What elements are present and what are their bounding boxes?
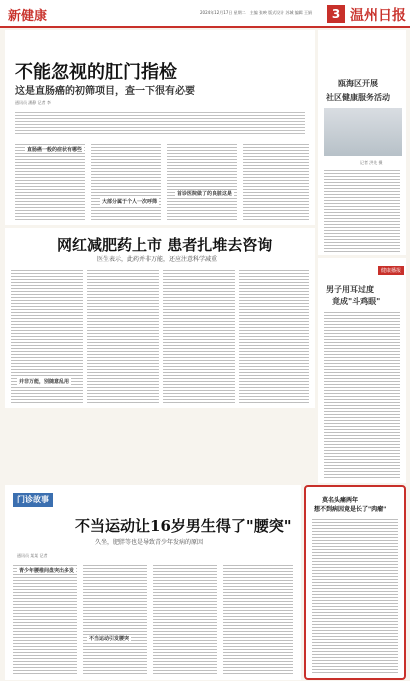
health-broadcast bbox=[318, 258, 406, 483]
article-title: 不当运动让16岁男生得了"腰突" bbox=[75, 517, 292, 535]
box-title-line1: 莫名头痛两年 bbox=[322, 497, 359, 504]
news-title-line2: 竟成"斗鸡眼" bbox=[332, 297, 381, 306]
subhead: 首诊医院做了的良脏这是 bbox=[177, 191, 233, 197]
text-column bbox=[167, 142, 237, 222]
text-column bbox=[91, 142, 161, 222]
event-photo bbox=[324, 108, 402, 156]
subhead: 大部分属于个人一次呼筛 bbox=[102, 199, 158, 205]
text-column bbox=[324, 168, 400, 252]
article-byline: 通讯员 潘静 记者 李 bbox=[15, 100, 51, 105]
page-number: 3 bbox=[327, 5, 345, 23]
news-title-line2: 社区健康服务活动 bbox=[326, 93, 390, 102]
subhead: 不当运动引发腰突 bbox=[89, 636, 130, 642]
text-column bbox=[163, 268, 235, 403]
community-health-news bbox=[318, 30, 406, 255]
text-column bbox=[87, 268, 159, 403]
subhead: 直肠癌一般的症状有哪些 bbox=[27, 147, 83, 153]
subhead: 青少年腰椎间盘突出多发 bbox=[19, 568, 75, 574]
text-column bbox=[13, 563, 77, 675]
photo-caption: 记者 洪先 摄 bbox=[360, 160, 383, 165]
lead-paragraph-lines bbox=[15, 110, 305, 136]
article-disc-herniation bbox=[5, 485, 301, 680]
text-column bbox=[153, 563, 217, 675]
article-subtitle: 这是直肠癌的初筛项目，查一下很有必要 bbox=[15, 86, 195, 97]
article-subtitle: 久坐，肥胖等也是导致青少年发病的原因 bbox=[95, 539, 204, 546]
text-column bbox=[15, 142, 85, 222]
text-column bbox=[324, 310, 400, 480]
box-title-line2: 想不到病因竟是长了"肉瘤" bbox=[314, 506, 387, 513]
section-name: 新健康 bbox=[8, 9, 48, 24]
text-column bbox=[243, 142, 309, 222]
article-anal-exam bbox=[5, 30, 315, 225]
newspaper-brand: 温州日报 bbox=[350, 8, 406, 24]
article-subtitle: 医生表示，此药并非万能，还应注意科学减重 bbox=[97, 256, 218, 263]
article-weight-loss-drug bbox=[5, 228, 315, 408]
news-title-line1: 男子用耳过度 bbox=[326, 285, 374, 294]
page-header bbox=[0, 0, 410, 28]
text-column bbox=[83, 563, 147, 675]
article-title: 不能忽视的肛门指检 bbox=[15, 62, 177, 83]
text-column bbox=[223, 563, 293, 675]
headache-case-box bbox=[304, 485, 406, 680]
article-title: 网红减肥药上市 患者扎堆去咨询 bbox=[57, 236, 273, 254]
text-column bbox=[312, 517, 398, 675]
section-tag: 健康播报 bbox=[378, 266, 404, 275]
news-title-line1: 瓯海区开展 bbox=[338, 79, 378, 88]
article-byline: 通讯员 某某 记者 bbox=[17, 553, 48, 558]
issue-meta: 2024年12月17日 星期二 主编 张映 版式设计 苏城 编辑 王娟 bbox=[200, 10, 312, 15]
column-logo: 门诊故事 bbox=[13, 493, 53, 507]
text-column bbox=[239, 268, 309, 403]
subhead: 并非万能，别随意乱用 bbox=[19, 379, 70, 385]
